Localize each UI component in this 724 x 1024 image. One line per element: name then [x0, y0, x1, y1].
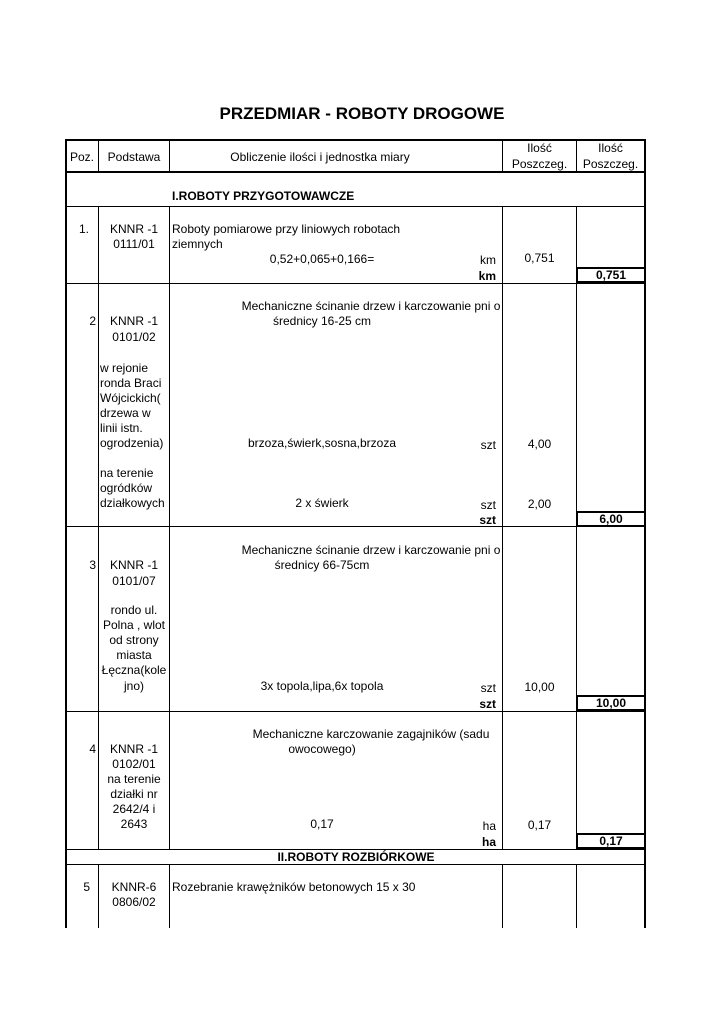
row-podstawa: 0102/01 [112, 757, 156, 771]
row-unit: szt [480, 498, 496, 512]
row-calc: 0,52+0,065+0,166= [269, 252, 375, 266]
section-title: II.ROBOTY ROZBIÓRKOWE [277, 850, 435, 864]
row-description: ziemnych [172, 237, 223, 251]
row-podstawa: 0101/07 [112, 574, 156, 588]
row-qty: 0,17 [527, 818, 552, 832]
row-poz: 4 [89, 742, 96, 756]
row-location: 2642/4 i [112, 802, 156, 816]
row-calc: 3x topola,lipa,6x topola [260, 679, 384, 693]
row-location: 2643 [120, 817, 148, 831]
row-calc: 2 x świerk [295, 496, 349, 510]
row-unit: szt [480, 438, 496, 452]
row-location: jno) [123, 679, 144, 693]
row-poz: 2 [89, 314, 96, 328]
row-unit: km [480, 253, 496, 267]
row-podstawa: 0101/02 [112, 330, 156, 344]
row-podstawa: 0111/01 [113, 237, 155, 251]
row-poz: 3 [89, 558, 96, 572]
row-description: średnicy 16-25 cm [272, 314, 372, 328]
row-description: Mechaniczne ścinanie drzew i karczowanie pni o [241, 299, 501, 313]
header-ilosc2-l1: Ilość [598, 141, 623, 155]
row-poz: 1. [78, 222, 89, 236]
row-location: od strony [109, 633, 159, 647]
section-title: I.ROBOTY PRZYGOTOWAWCZE [172, 189, 355, 203]
row-location: ogrodzenia) [100, 436, 164, 450]
row-location: na terenie [107, 772, 161, 786]
row-total: 0,17 [599, 834, 623, 848]
row-location: Łęczna(kole [101, 663, 167, 677]
row-location: ronda Braci [100, 376, 162, 390]
row-location: linii istn. [100, 421, 143, 435]
row-calc: 0,17 [310, 817, 334, 831]
row-location: drzewa w [100, 406, 151, 420]
header-poz: Poz. [69, 150, 94, 164]
row-podstawa: 0806/02 [112, 895, 156, 909]
row-location: w rejonie [100, 361, 149, 375]
row-podstawa: KNNR -1 [109, 222, 158, 236]
row-location: działki nr [110, 787, 158, 801]
row-location: miasta [116, 648, 152, 662]
row-qty: 10,00 [524, 680, 555, 694]
row-qty: 0,751 [524, 251, 555, 265]
row-location: rondo ul. [110, 603, 158, 617]
row-total-unit: szt [479, 513, 496, 527]
row-description: Roboty pomiarowe przy liniowych robotach [172, 222, 401, 236]
row-location: na terenie [100, 466, 154, 480]
row-description: owocowego) [288, 742, 356, 756]
row-total: 6,00 [599, 512, 623, 526]
header-ilosc1-l1: Ilość [527, 141, 552, 155]
row-total-unit: szt [479, 697, 496, 711]
row-location: Wójcickich( [100, 391, 161, 405]
header-ilosc1-l2: Poszczeg. [511, 157, 568, 171]
row-description: Rozebranie krawężników betonowych 15 x 30 [172, 880, 416, 894]
header-obliczenie: Obliczenie ilości i jednostka miary [230, 150, 410, 164]
row-podstawa: KNNR -1 [109, 558, 158, 572]
row-location: działkowych [100, 496, 165, 510]
row-description: średnicy 66-75cm [274, 558, 370, 572]
header-ilosc2-l2: Poszczeg. [582, 157, 639, 171]
row-qty: 4,00 [527, 437, 552, 451]
row-location: Polna , wlot [102, 618, 166, 632]
row-location: ogródków [100, 481, 153, 495]
page-title: PRZEDMIAR - ROBOTY DROGOWE [219, 104, 505, 123]
header-podstawa: Podstawa [107, 150, 161, 164]
row-podstawa: KNNR-6 [111, 880, 157, 894]
row-description: Mechaniczne karczowanie zagajników (sadu [252, 727, 490, 741]
row-calc: brzoza,świerk,sosna,brzoza [247, 436, 397, 450]
row-qty: 2,00 [527, 497, 552, 511]
row-unit: szt [480, 681, 496, 695]
row-total: 0,751 [595, 268, 627, 282]
row-total-unit: ha [481, 835, 496, 849]
row-total: 10,00 [595, 696, 627, 710]
row-unit: ha [482, 819, 496, 833]
row-podstawa: KNNR -1 [109, 314, 158, 328]
row-total-unit: km [478, 269, 496, 283]
row-description: Mechaniczne ścinanie drzew i karczowanie pni o [241, 543, 501, 557]
row-poz: 5 [83, 880, 90, 894]
row-podstawa: KNNR -1 [109, 742, 158, 756]
